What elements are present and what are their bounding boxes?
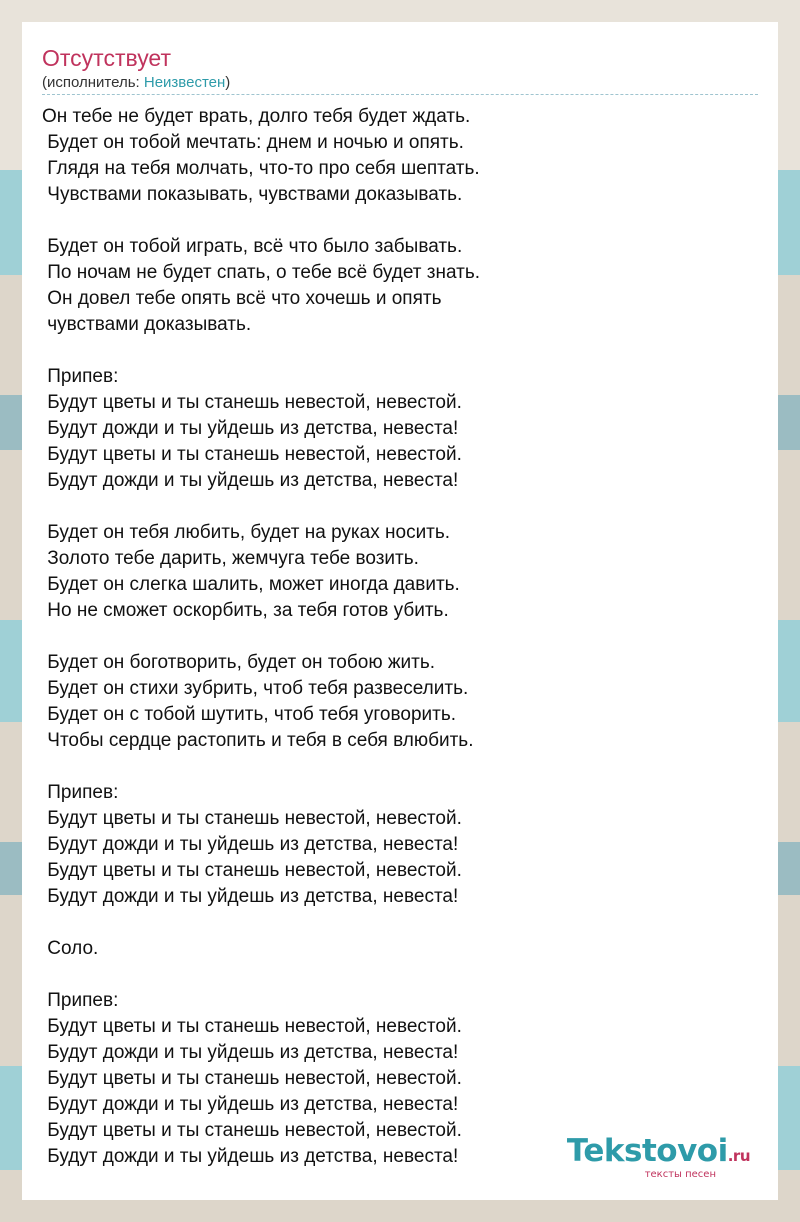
lyric-line: Будет он стихи зубрить, чтоб тебя развеселить.	[42, 678, 469, 699]
lyric-line: Припев:	[42, 366, 119, 387]
lyric-line: Будут дожди и ты уйдешь из детства, невеста!	[42, 1042, 459, 1063]
lyric-line: Будут цветы и ты станешь невестой, невестой.	[42, 860, 462, 881]
lyrics-card	[22, 22, 778, 1200]
artist-line	[42, 73, 230, 93]
site-logo[interactable]	[567, 1135, 750, 1180]
lyric-line: Будут дожди и ты уйдешь из детства, невеста!	[42, 886, 459, 907]
lyric-line: Будут цветы и ты станешь невестой, невестой.	[42, 1120, 462, 1141]
lyric-line: Чтобы сердце растопить и тебя в себя влюбить.	[42, 730, 474, 751]
lyric-line: Припев:	[42, 990, 119, 1011]
lyric-line: Будут дожди и ты уйдешь из детства, невеста!	[42, 470, 459, 491]
lyric-line: Будут цветы и ты станешь невестой, невестой.	[42, 444, 462, 465]
lyric-line: Будут дожди и ты уйдешь из детства, невеста!	[42, 418, 459, 439]
lyric-line	[42, 208, 762, 234]
lyrics-body	[42, 104, 762, 1170]
lyric-line: Он довел тебе опять всё что хочешь и опять	[42, 288, 442, 309]
lyric-line: Будет он тебя любить, будет на руках носить.	[42, 522, 451, 543]
logo-tagline: тексты песен	[644, 1169, 716, 1180]
lyric-line	[42, 910, 762, 936]
lyric-line: По ночам не будет спать, о тебе всё будет знать.	[42, 262, 481, 283]
lyric-line: Глядя на тебя молчать, что-то про себя шептать.	[42, 158, 480, 179]
lyric-line: Соло.	[42, 938, 99, 959]
lyric-line: Но не сможет оскорбить, за тебя готов убить.	[42, 600, 449, 621]
lyric-line: Будут дожди и ты уйдешь из детства, невеста!	[42, 834, 459, 855]
lyric-line	[42, 338, 762, 364]
lyric-line: Будет он тобой мечтать: днем и ночью и опять.	[42, 132, 464, 153]
logo-domain: .ru	[727, 1147, 750, 1165]
lyric-line	[42, 754, 762, 780]
logo-wordmark	[567, 1135, 750, 1172]
divider	[42, 94, 758, 95]
song-title: Отсутствует	[42, 45, 171, 71]
lyric-line: Будут цветы и ты станешь невестой, невестой.	[42, 1068, 462, 1089]
lyric-line: Будет он тобой играть, всё что было забывать.	[42, 236, 463, 257]
lyric-line: Будут дожди и ты уйдешь из детства, невеста!	[42, 1146, 459, 1167]
lyric-line: Будут цветы и ты станешь невестой, невестой.	[42, 1016, 462, 1037]
lyric-line	[42, 494, 762, 520]
lyric-line: Будет он с тобой шутить, чтоб тебя уговорить.	[42, 704, 457, 725]
artist-suffix: )	[225, 74, 231, 91]
lyric-line: Будут цветы и ты станешь невестой, невестой.	[42, 392, 462, 413]
lyric-line: Будет он слегка шалить, может иногда давить.	[42, 574, 460, 595]
artist-prefix: (исполнитель:	[42, 74, 144, 91]
lyric-line: Он тебе не будет врать, долго тебя будет ждать.	[42, 106, 471, 127]
lyric-line: чувствами доказывать.	[42, 314, 252, 335]
logo-main-text: Tekstovoi	[566, 1133, 728, 1169]
lyric-line: Чувствами показывать, чувствами доказывать.	[42, 184, 463, 205]
lyric-line	[42, 962, 762, 988]
lyric-line: Припев:	[42, 782, 119, 803]
lyric-line	[42, 624, 762, 650]
artist-link[interactable]: Неизвестен	[143, 74, 226, 91]
lyric-line: Будут цветы и ты станешь невестой, невестой.	[42, 808, 462, 829]
lyric-line: Золото тебе дарить, жемчуга тебе возить.	[42, 548, 419, 569]
lyric-line: Будут дожди и ты уйдешь из детства, невеста!	[42, 1094, 459, 1115]
lyric-line: Будет он боготворить, будет он тобою жить.	[42, 652, 436, 673]
